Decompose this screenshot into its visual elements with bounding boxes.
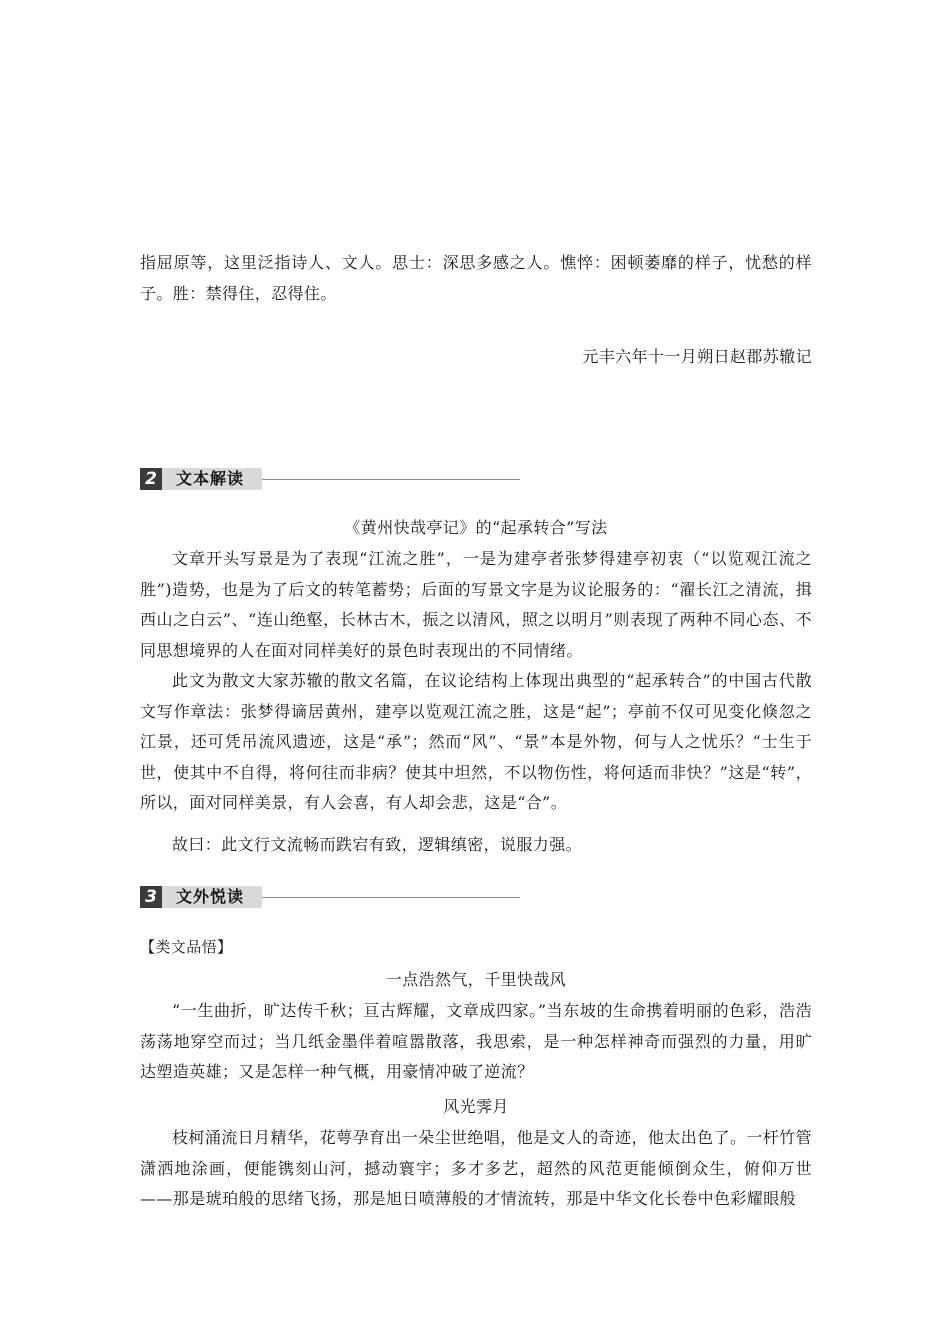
category-label: 【类文品悟】	[140, 938, 233, 956]
heading-rule-divider	[262, 897, 520, 898]
annotation-notes: 指屈原等，这里泛指诗人、文人。思士：深思多感之人。憔悴：困顿萎靡的样子，忧愁的样子。胜：禁得住，忍得住。	[140, 253, 812, 303]
section-number-badge: 2	[140, 468, 162, 490]
section-number-badge: 3	[140, 886, 162, 908]
essay-subheading: 风光霁月	[443, 1097, 509, 1116]
article-subtitle: 《黄州快哉亭记》的“起承转合”写法	[344, 518, 608, 537]
paragraph-opening-analysis: 文章开头写景是为了表现“江流之胜”，一是为建亭者张梦得建亭初衷（“以览观江流之胜”)造势，也是为了后文的转笔蓄势；后面的写景文字是为议论服务的：“濯长江之清流，揖西山之白云”、“连山绝壑，长林古木，振之以清风，照之以明月”则表现了两种不同心态、不同思想境界的人在面对同样美好的景色时表现出的不同情绪。	[140, 549, 812, 660]
paragraph-conclusion: 故曰：此文行文流畅而跌宕有致，逻辑缜密，说服力强。	[172, 835, 583, 854]
section-heading-extended-reading	[140, 886, 520, 908]
essay-title: 一点浩然气，千里快哉风	[385, 970, 567, 989]
section-heading-text-reading	[140, 468, 520, 490]
essay-paragraph-intro: “一生曲折，旷达传千秋；亘古辉耀，文章成四家。”当东坡的生命携着明丽的色彩，浩浩荡荡地穿空而过；当几纸金墨伴着喧嚣散落，我思索，是一种怎样神奇而强烈的力量，用旷达塑造英雄；又是怎样一种气概，用豪情冲破了逆流？	[140, 1001, 812, 1081]
author-signature: 元丰六年十一月朔日赵郡苏辙记	[582, 347, 812, 366]
paragraph-structure-analysis: 此文为散文大家苏辙的散文名篇，在议论结构上体现出典型的“起承转合”的中国古代散文写作章法：张梦得谪居黄州，建亭以览观江流之胜，这是“起”；亭前不仅可见变化倏忽之江景，还可凭吊流风遗迹，这是“承”；然而“风”、“景”本是外物，何与人之忧乐？“士生于世，使其中不自得，将何往而非病？使其中坦然，不以物伤性，将何适而非快？”这是“转”，所以，面对同样美景，有人会喜，有人却会悲，这是“合”。	[140, 671, 812, 812]
section-title: 文本解读	[162, 468, 262, 490]
essay-paragraph-body: 枝柯涌流日月精华，花萼孕育出一朵尘世绝唱，他是文人的奇迹，他太出色了。一杆竹管潇洒地涂画，便能镌刻山河，撼动寰宇；多才多艺，超然的风范更能倾倒众生，俯仰万世——那是琥珀般的思绪飞扬，那是旭日喷薄般的才情流转，那是中华文化长卷中色彩耀眼般	[140, 1128, 812, 1208]
heading-rule-divider	[262, 479, 520, 480]
section-title: 文外悦读	[162, 886, 262, 908]
